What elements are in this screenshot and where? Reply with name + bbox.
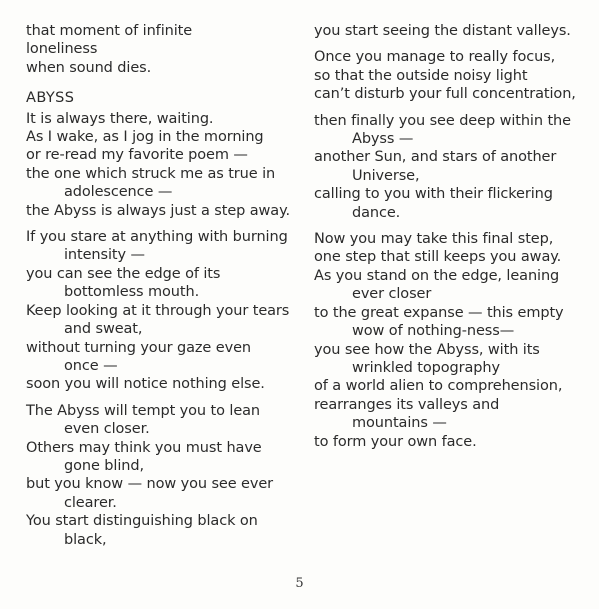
poem-line: when sound dies. — [26, 59, 152, 76]
poem-line: adolescence — — [64, 184, 173, 201]
poem-line: even closer. — [64, 421, 150, 438]
poem-line: gone blind, — [64, 457, 144, 474]
poem-line: As I wake, as I jog in the morning — [26, 129, 264, 146]
poem-line: Once you manage to really focus, — [314, 49, 556, 66]
stanza — [26, 228, 296, 394]
poem-line: to form your own face. — [314, 433, 477, 450]
poem-line: another Sun, and stars of another — [314, 149, 557, 166]
poem-line: ever closer — [352, 286, 432, 303]
poem-line: soon you will notice nothing else. — [26, 376, 265, 393]
poem-line: clearer. — [64, 494, 117, 511]
poem-line: Others may think you must have — [26, 439, 262, 456]
poem-line: Now you may take this final step, — [314, 231, 554, 248]
poem-line: that moment of infinite — [26, 23, 193, 39]
poem-line: dance. — [352, 204, 401, 221]
stanza — [314, 112, 594, 222]
poem-line: you see how the Abyss, with its — [314, 341, 540, 358]
poem-line: and sweat, — [64, 321, 143, 338]
poem-line: Universe, — [352, 167, 420, 184]
intro-stanza — [26, 22, 296, 77]
poem-line: can’t disturb your full concentration, — [314, 86, 576, 103]
right-stanzas — [314, 22, 594, 451]
poem-line: The Abyss will tempt you to lean — [26, 402, 261, 419]
poem-line: of a world alien to comprehension, — [314, 378, 563, 395]
stanza — [314, 48, 594, 103]
poem-line: then finally you see deep within the — [314, 112, 571, 129]
poem-line: mountains — — [352, 415, 447, 432]
poem-line: bottomless mouth. — [64, 284, 200, 301]
poem-line: to the great expanse — this empty — [314, 304, 564, 321]
poem-line: or re-read my favorite poem — — [26, 147, 248, 164]
poem-line: calling to you with their flickering — [314, 186, 553, 203]
poem-line: without turning your gaze even — [26, 339, 251, 356]
stanza — [26, 110, 296, 220]
right-column — [314, 22, 594, 451]
poem-line: but you know — now you see ever — [26, 476, 274, 493]
left-stanzas — [26, 108, 296, 549]
left-column — [26, 22, 296, 549]
stanza — [314, 22, 594, 40]
poem-line: one step that still keeps you away. — [314, 249, 562, 266]
poem-line: once — — [64, 357, 118, 374]
poem-line: so that the outside noisy light — [314, 67, 528, 84]
poem-line: loneliness — [26, 41, 98, 58]
poem-line: rearranges its valleys and — [314, 396, 500, 413]
poem-line: Keep looking at it through your tears — [26, 302, 290, 319]
stanza — [26, 402, 296, 549]
poem-line: wrinkled topography — [352, 359, 500, 376]
poem-line: As you stand on the edge, leaning — [314, 267, 560, 284]
poem-line: the Abyss is always just a step away. — [26, 202, 291, 219]
page-number: 5 — [295, 576, 304, 591]
poem-line: It is always there, waiting. — [26, 110, 214, 127]
stanza — [314, 230, 594, 451]
poem-line: you start seeing the distant valleys. — [314, 23, 571, 39]
poem-line: wow of nothing-ness— — [352, 323, 515, 340]
poem-line: You start distinguishing black on — [26, 513, 258, 530]
poem-line: black, — [64, 531, 107, 548]
poem-title: ABYSS — [26, 90, 75, 107]
poem-line: Abyss — — [352, 131, 414, 148]
poem-line: the one which struck me as true in — [26, 165, 276, 182]
poem-line: intensity — — [64, 247, 145, 264]
poem-line: If you stare at anything with burning — [26, 229, 288, 246]
poem-line: you can see the edge of its — [26, 265, 221, 282]
